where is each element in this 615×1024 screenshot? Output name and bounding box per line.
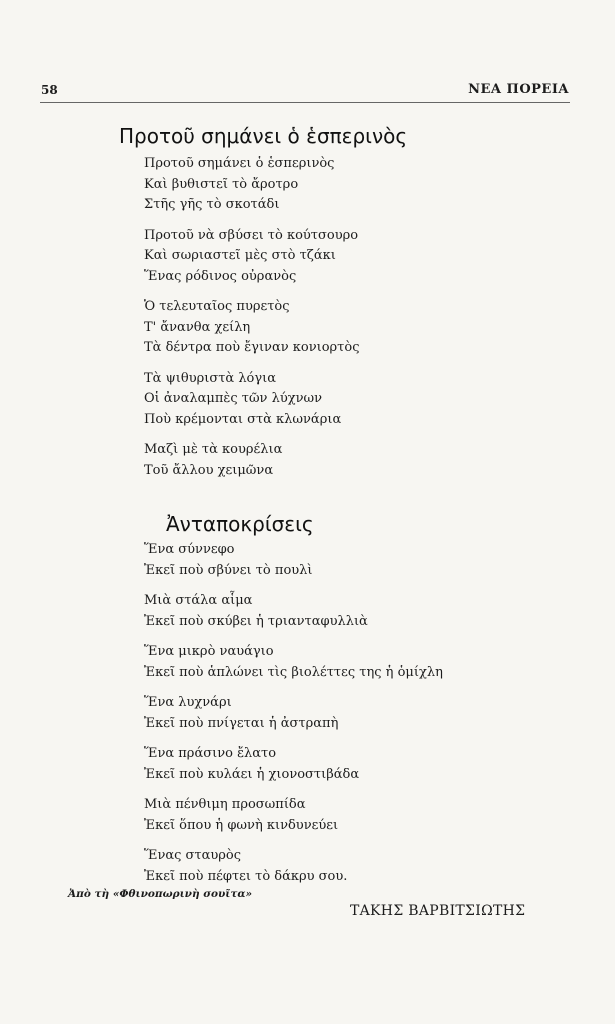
stanza: [144, 369, 359, 431]
verse-line: Στῆς γῆς τὸ σκοτάδι: [144, 197, 280, 212]
verse-line: Μιὰ πένθιμη προσωπίδα: [144, 797, 306, 812]
stanza: [144, 693, 443, 734]
verse-line: Ἕνα λυχνάρι: [144, 695, 232, 710]
verse-line: Ποὺ κρέμονται στὰ κλωνάρια: [144, 411, 342, 427]
verse-line: Ἕνα πράσινο ἔλατο: [144, 746, 277, 761]
verse-line: Τοῦ ἄλλου χειμῶνα: [144, 462, 274, 478]
verse-line: Ἕνας σταυρὸς: [144, 848, 242, 863]
verse-line: Μιὰ στάλα αἷμα: [144, 593, 253, 608]
verse-line: Ἕνα σύννεφο: [144, 542, 235, 557]
verse-line: Τὰ δέντρα ποὺ ἔγιναν κονιορτὸς: [144, 340, 360, 355]
verse-line: Τὰ ψιθυριστὰ λόγια: [144, 370, 277, 386]
verse-line: Ἐκεῖ ποὺ πέφτει τὸ δάκρυ σου.: [144, 868, 348, 884]
poem-1-title: Προτοῦ σημάνει ὁ ἑσπερινὸς: [119, 124, 408, 148]
verse-line: Προτοῦ σημάνει ὁ ἑσπερινὸς: [144, 156, 335, 171]
verse-line: Ἐκεῖ ποὺ σβύνει τὸ πουλὶ: [144, 562, 313, 578]
stanza: [144, 846, 443, 887]
stanza: [144, 744, 443, 785]
verse-line: Καὶ βυθιστεῖ τὸ ἄροτρο: [144, 176, 299, 192]
verse-line: Ἐκεῖ ποὺ πνίγεται ἡ ἀστραπὴ: [144, 715, 339, 731]
header-rule: [40, 102, 570, 103]
stanza: [144, 591, 443, 632]
verse-line: Ἕνας ρόδινος οὐρανὸς: [144, 268, 297, 284]
verse-line: Τ' ἄνανθα χείλη: [144, 319, 251, 335]
verse-line: Οἱ ἀναλαμπὲς τῶν λύχνων: [144, 391, 323, 406]
verse-line: Ἐκεῖ ποὺ ἁπλώνει τὶς βιολέττες της ἡ ὁμίχλη: [144, 664, 443, 680]
verse-line: Καὶ σωριαστεῖ μὲς στὸ τζάκι: [144, 248, 336, 263]
verse-line: Ἐκεῖ ποὺ σκύβει ἡ τριανταφυλλιὰ: [144, 613, 368, 629]
verse-line: Ἕνα μικρὸ ναυάγιο: [144, 644, 274, 659]
page-number: 58: [41, 83, 58, 97]
verse-line: Προτοῦ νὰ σβύσει τὸ κούτσουρο: [144, 227, 359, 243]
stanza: [144, 540, 443, 581]
verse-line: Ἐκεῖ ποὺ κυλάει ἡ χιονοστιβάδα: [144, 766, 360, 782]
stanza: [144, 440, 359, 481]
verse-line: Μαζὶ μὲ τὰ κουρέλια: [144, 442, 283, 457]
verse-line: Ἐκεῖ ὅπου ἡ φωνὴ κινδυνεύει: [144, 817, 339, 833]
source-note: Ἀπὸ τὴ «Φθινοπωρινὴ σουῖτα»: [68, 888, 253, 900]
poem-2-body: [144, 540, 443, 897]
stanza: [144, 154, 359, 216]
stanza: [144, 226, 359, 288]
stanza: [144, 642, 443, 683]
verse-line: Ὁ τελευταῖος πυρετὸς: [144, 299, 290, 314]
poem-2-title: Ἀνταποκρίσεις: [166, 512, 314, 536]
stanza: [144, 795, 443, 836]
stanza: [144, 297, 359, 359]
author-signature: ΤΑΚΗΣ ΒΑΡΒΙΤΣΙΩΤΗΣ: [350, 903, 526, 919]
poem-1-body: [144, 154, 359, 491]
running-title: ΝΕΑ ΠΟΡΕΙΑ: [468, 82, 569, 97]
